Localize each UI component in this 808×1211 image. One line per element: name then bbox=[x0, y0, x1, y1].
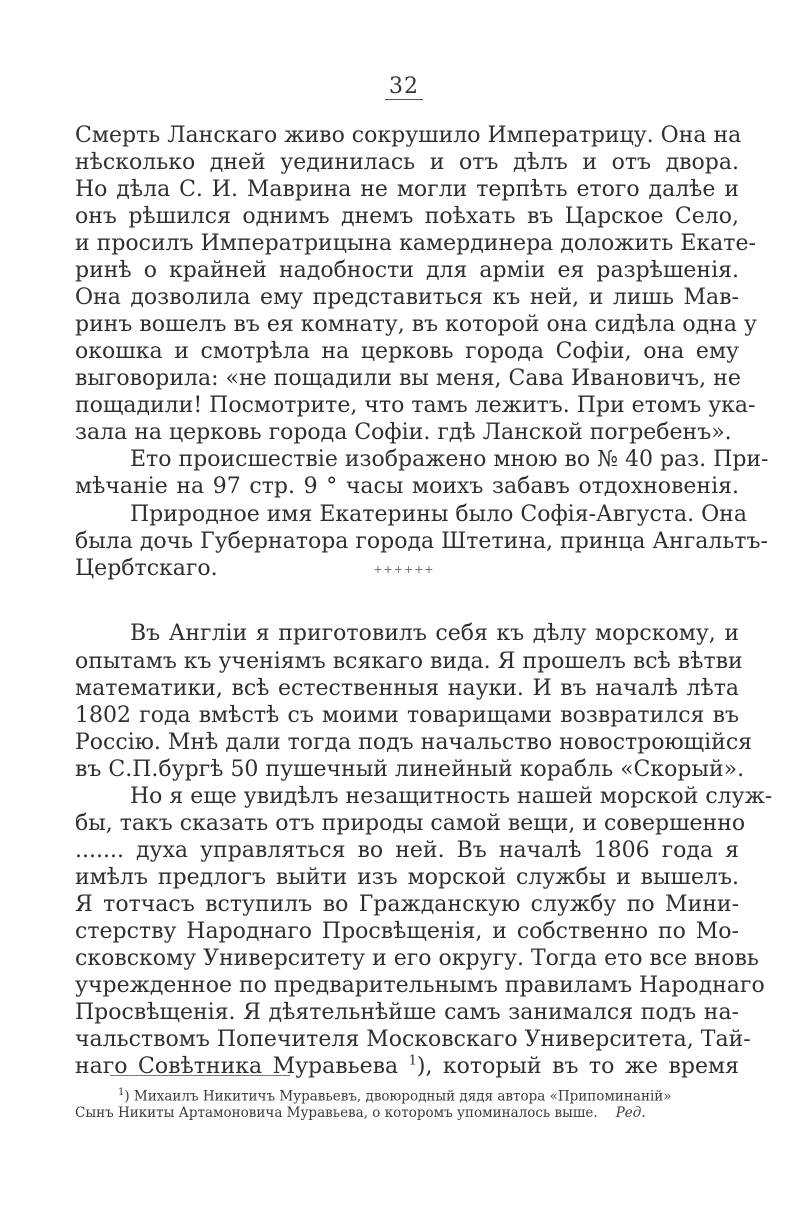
footnote-reference: 1 bbox=[408, 1053, 417, 1069]
text-line: имѣлъ предлогъ выйти изъ морской службы и вышелъ. bbox=[75, 865, 739, 890]
text-line: ринъ вошелъ въ ея комнату, въ которой она сидѣла одна у bbox=[75, 312, 757, 337]
footnote-divider bbox=[110, 1075, 290, 1076]
footnote-line bbox=[75, 1104, 646, 1122]
text-line: математики, всѣ естественныя науки. И въ началѣ лѣта bbox=[75, 676, 739, 701]
text-line: выговорила: «не пощадили вы меня, Сава Ивановичъ, не bbox=[75, 366, 741, 391]
text-line: Природное имя Екатерины было Софія-Августа. Она bbox=[130, 502, 747, 527]
text-line: Смерть Ланскаго живо сокрушило Императрицу. Она на bbox=[75, 123, 742, 148]
text-line: Ето происшествіе изображено мною во № 40 раз. При- bbox=[130, 447, 769, 472]
text-line: Но дѣла С. И. Маврина не могли терпѣть етого далѣе и bbox=[75, 177, 739, 202]
text-fragment: наго Совѣтника Муравьева bbox=[75, 1054, 399, 1079]
text-line: нѣсколько дней уединилась и отъ дѣлъ и отъ двора. bbox=[75, 150, 739, 175]
text-line: сковскому Университету и его округу. Тогда ето все вновь bbox=[75, 946, 759, 971]
text-line: 1802 года вмѣстѣ съ моими товарищами возвратился въ bbox=[75, 703, 739, 728]
text-line: мѣчаніе на 97 стр. 9 ° часы моихъ забавъ отдохновенія. bbox=[75, 474, 739, 499]
text-line: окошка и смотрѣла на церковь города Софіи, она ему bbox=[75, 339, 739, 364]
text-line: Она дозволила ему представиться къ ней, и лишь Мав- bbox=[75, 285, 739, 310]
text-line: чальствомъ Попечителя Московскаго Университета, Тай- bbox=[75, 1027, 751, 1052]
text-line: зала на церковь города Софіи. гдѣ Ланской погребенъ». bbox=[75, 420, 732, 445]
text-line: Въ Англіи я приготовилъ себя къ дѣлу морскому, и bbox=[130, 621, 739, 646]
text-line: учрежденное по предварительнымъ правиламъ Народнаго bbox=[75, 973, 765, 998]
text-line: пощадили! Посмотрите, что тамъ лежитъ. При етомъ ука- bbox=[75, 393, 756, 418]
page-number: 32 bbox=[0, 74, 808, 100]
footnote-line bbox=[118, 1084, 672, 1106]
text-line: была дочь Губернатора города Штетина, принца Ангальтъ- bbox=[75, 529, 768, 554]
footnote-text: Сынъ Никиты Артамоновича Муравьева, о которомъ упоминалось выше. bbox=[75, 1105, 598, 1121]
footnote-marker: 1 bbox=[118, 1087, 125, 1098]
section-separator: ++++++ bbox=[373, 563, 435, 576]
text-line: ....... духа управляться во ней. Въ началѣ 1806 года я bbox=[75, 838, 739, 863]
text-fragment: ), который въ то же время bbox=[416, 1054, 739, 1079]
text-line bbox=[75, 1053, 739, 1081]
text-line: и просилъ Императрицына камердинера доложить Екате- bbox=[75, 231, 756, 256]
text-line: Но я еще увидѣлъ незащитность нашей морской служ- bbox=[130, 784, 773, 809]
footnote-signature: Ред. bbox=[615, 1105, 646, 1121]
text-line: Цербтскаго. bbox=[75, 556, 218, 581]
text-line: Я тотчасъ вступилъ во Гражданскую службу по Мини- bbox=[75, 892, 739, 917]
text-line: стерству Народнаго Просвѣщенія, и собственно по Мо- bbox=[75, 919, 739, 944]
text-line: онъ рѣшился однимъ днемъ поѣхать въ Царское Село, bbox=[75, 204, 739, 229]
footnote-text: ) Михаилъ Никитичъ Муравьевъ, двоюродный дядя автора «Припоминаній» bbox=[124, 1088, 672, 1105]
text-line: опытамъ къ ученіямъ всякаго вида. Я прошелъ всѣ вѣтви bbox=[75, 649, 743, 674]
text-line: Россію. Мнѣ дали тогда подъ начальство новостроющійся bbox=[75, 730, 753, 755]
text-line: ринѣ о крайней надобности для арміи ея разрѣшенія. bbox=[75, 258, 739, 283]
text-line: бы, такъ сказать отъ природы самой вещи, и совершенно bbox=[75, 811, 746, 836]
text-line: въ С.П.бургѣ 50 пушечный линейный корабль «Скорый». bbox=[75, 757, 745, 782]
text-line: Просвѣщенія. Я дѣятельнѣйше самъ занимался подъ на- bbox=[75, 1000, 739, 1025]
